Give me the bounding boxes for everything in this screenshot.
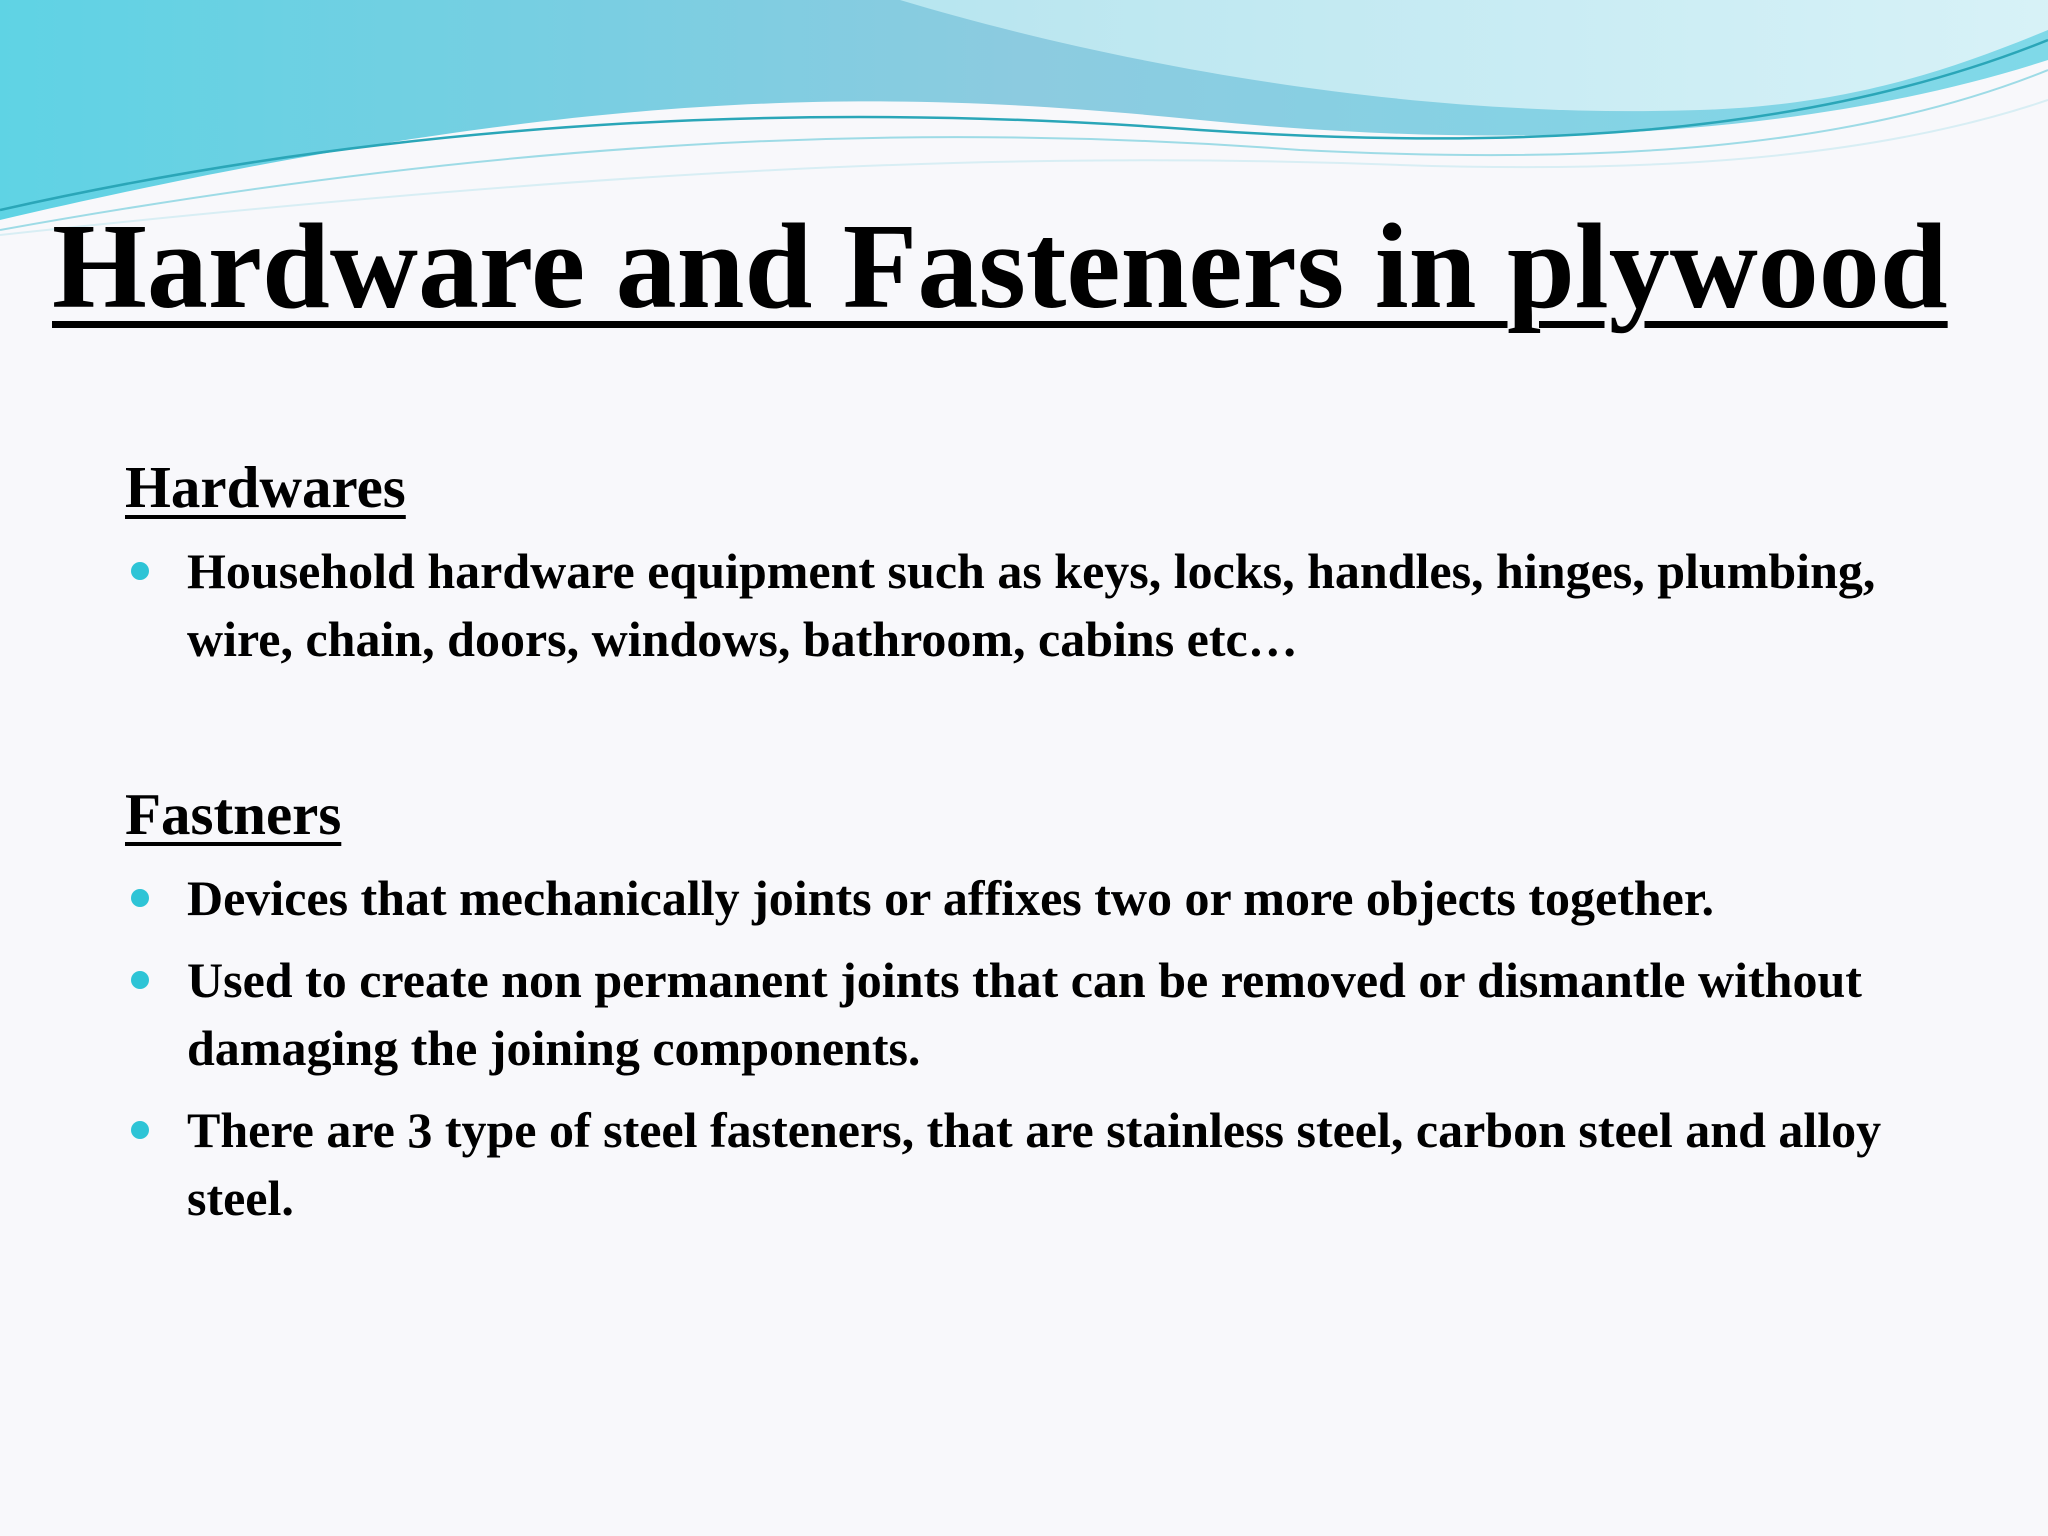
list-item: [125, 537, 1985, 673]
section-heading: Fastners: [125, 780, 342, 847]
slide-content: [125, 452, 1985, 1246]
bullet-dot-icon: [131, 562, 149, 580]
section-fastners: [125, 779, 1985, 1232]
bullet-dot-icon: [131, 1121, 149, 1139]
bullet-dot-icon: [131, 889, 149, 907]
section-heading: Hardwares: [125, 454, 406, 520]
list-item-text: Used to create non permanent joints that can be removed or dismantle without damaging the joining components.: [187, 951, 1862, 1076]
list-item: [125, 1096, 1985, 1232]
section-spacer: [125, 687, 1985, 779]
slide-title: Hardware and Fasteners in plywood: [52, 199, 1948, 334]
list-item-text: Devices that mechanically joints or affixes two or more objects together.: [187, 869, 1714, 926]
bullet-dot-icon: [131, 971, 149, 989]
section-hardwares: [125, 452, 1985, 673]
list-item-text: There are 3 type of steel fasteners, that are stainless steel, carbon steel and alloy steel.: [187, 1101, 1882, 1226]
list-item: [125, 946, 1985, 1082]
bullet-list: [125, 864, 1985, 1232]
bullet-list: [125, 537, 1985, 673]
list-item-text: Household hardware equipment such as keys, locks, handles, hinges, plumbing, wire, chain, doors, windows, bathroom, cabins etc…: [187, 542, 1876, 667]
list-item: [125, 864, 1985, 932]
